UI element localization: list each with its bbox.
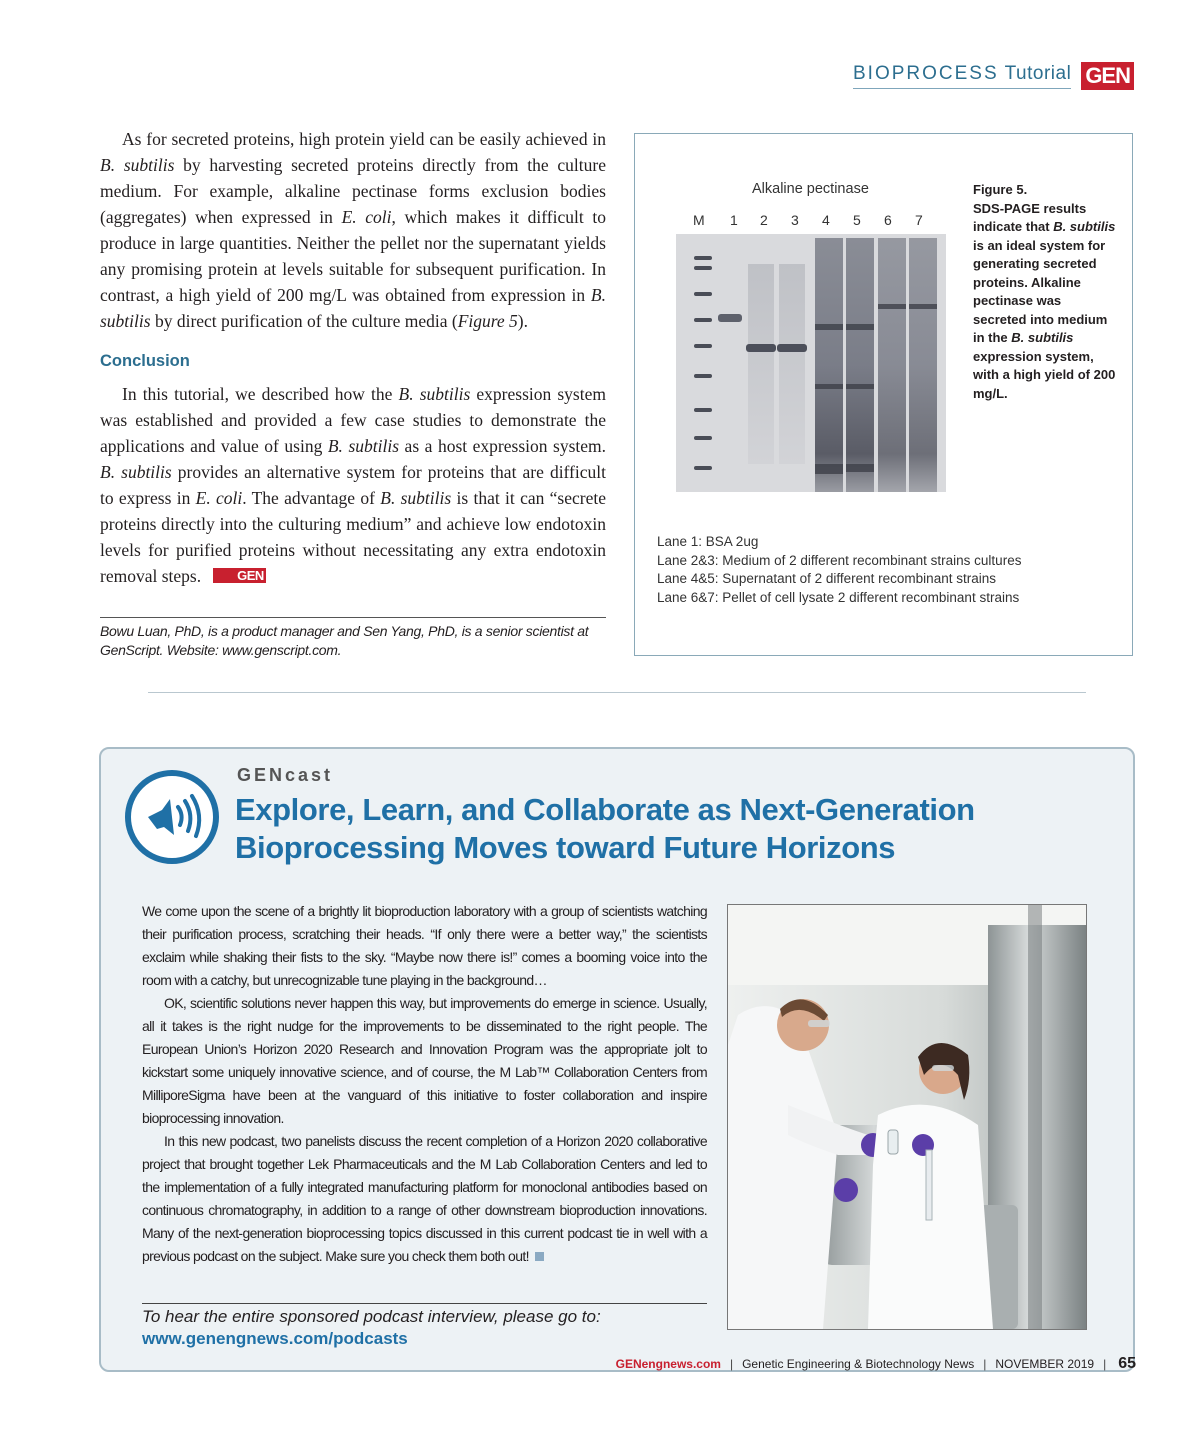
lane-label: 4 (822, 212, 830, 228)
footer-issue: NOVEMBER 2019 (995, 1357, 1095, 1371)
gencast-paragraph: In this new podcast, two panelists discuss the recent completion of a Horizon 2020 collaborative project that brought together Lek Pharmaceuticals and the M Lab Collaboration Centers and led to the implementation of a fully integrated manufacturing platform for monoclonal antibodies based on continuous chromatography, in addition to a range of other downstream bioproduction innovations. Many of the next-generation bioprocessing topics discussed in this current podcast tie in well with a previous podcast on the subject. Make sure you check them both out! (142, 1133, 707, 1264)
lane-note: Lane 2&3: Medium of 2 different recombinant strains cultures (657, 552, 1022, 568)
figure-caption-text: SDS-PAGE results indicate that B. subtilis is an ideal system for generating secreted proteins. Alkaline pectinase was secreted into medium in the B. subtilis expression system, with a high yield of 200 mg/L. (973, 200, 1116, 401)
lane-label: 5 (853, 212, 861, 228)
section-divider (148, 692, 1086, 693)
article-paragraph-2: In this tutorial, we described how the B. subtilis expression system was established and provided a few case studies to demonstrate the applications and value of using B. subtilis as a host expression system. B. subtilis provides an alternative system for proteins that are difficult to express in E. coli. The advantage of B. subtilis is that it can “secrete proteins directly into the culturing medium” and achieve low endotoxin levels for purified proteins without necessitating any extra endotoxin removal steps. GEN (100, 384, 607, 586)
end-square-icon (535, 1252, 544, 1261)
lane-label: 3 (791, 212, 799, 228)
lane-label: 7 (915, 212, 923, 228)
lane-label: 1 (730, 212, 738, 228)
lane-notes (657, 533, 1021, 607)
page-number: 65 (1118, 1355, 1136, 1372)
gencast-paragraph: OK, scientific solutions never happen this way, but improvements do emerge in science. Usually, all it takes is the right nudge for the improvements to be disseminated to the right people. The European Union’s Horizon 2020 Research and Innovation Program was the appropriate jolt to kickstart some uniquely innovative science, and of course, the M Lab™ Collaboration Centers from MilliporeSigma have been at the vanguard of this initiative to foster collaboration and inspire bioprocessing innovation. (142, 995, 707, 1126)
podcast-link[interactable]: www.genengnews.com/podcasts (142, 1329, 408, 1348)
lane-label: 6 (884, 212, 892, 228)
gencast-paragraph: We come upon the scene of a brightly lit bioproduction laboratory with a group of scientists watching their purification process, scratching their heads. “If only there were a better way,” the scientists exclaim while shaking their fists to the sky. “Maybe now there is!” comes a booming voice into the room with a catchy, but unrecognizable tune playing in the background… (142, 903, 707, 988)
lane-labels (686, 212, 936, 230)
gencast-body (142, 900, 707, 1268)
section-label: BIOPROCESS Tutorial (853, 63, 1071, 89)
lane-note: Lane 1: BSA 2ug (657, 534, 759, 549)
lane-note: Lane 4&5: Supernatant of 2 different recombinant strains (657, 571, 996, 586)
article-paragraph-1: As for secreted proteins, high protein yield can be easily achieved in B. subtilis by harvesting secreted proteins directly from the culture medium. For example, alkaline pectinase forms exclusion bodies (aggregates) when expressed in E. coli, which makes it difficult to produce in large quantities. Neither the pellet nor the supernatant yields any promising protein at levels suitable for subsequent purification. In contrast, a high yield of 200 mg/L was obtained from expression in B. subtilis by direct purification of the culture media (Figure 5). (100, 129, 607, 331)
podcast-cta-text: To hear the entire sponsored podcast interview, please go to: (142, 1307, 601, 1326)
page-footer: GENengnews.com | Genetic Engineering & Biotechnology News | NOVEMBER 2019 | 65 (615, 1355, 1136, 1372)
sds-page-gel-image (676, 234, 946, 492)
article-column (100, 126, 606, 589)
footer-site: GENengnews.com (615, 1357, 721, 1371)
running-header (853, 62, 1134, 90)
cta-divider (142, 1303, 707, 1304)
figure-caption: Figure 5. SDS-PAGE results indicate that B. subtilis is an ideal system for generating secreted proteins. Alkaline pectinase was secreted into medium in the B. subtilis expression system, with a high yield of 200 mg/L. (973, 182, 1116, 401)
gel-title: Alkaline pectinase (752, 181, 869, 197)
lane-label: M (693, 212, 705, 228)
lab-scientists-photo (727, 904, 1087, 1330)
author-divider (100, 617, 606, 618)
end-mark-gen-logo: GEN (213, 568, 266, 583)
gencast-title: Explore, Learn, and Collaborate as Next-Generation Bioprocessing Moves toward Future Horizons (235, 792, 975, 865)
lane-note: Lane 6&7: Pellet of cell lysate 2 different recombinant strains (657, 589, 1020, 605)
footer-publication: Genetic Engineering & Biotechnology News (742, 1357, 975, 1371)
speaker-icon (124, 769, 220, 865)
conclusion-heading: Conclusion (100, 352, 190, 370)
author-bio: Bowu Luan, PhD, is a product manager and Sen Yang, PhD, is a senior scientist at GenScript. Website: www.genscript.com. (100, 623, 589, 658)
gencast-label: GENcast (237, 765, 334, 785)
gen-logo: GEN (1081, 62, 1134, 90)
lane-label: 2 (760, 212, 768, 228)
